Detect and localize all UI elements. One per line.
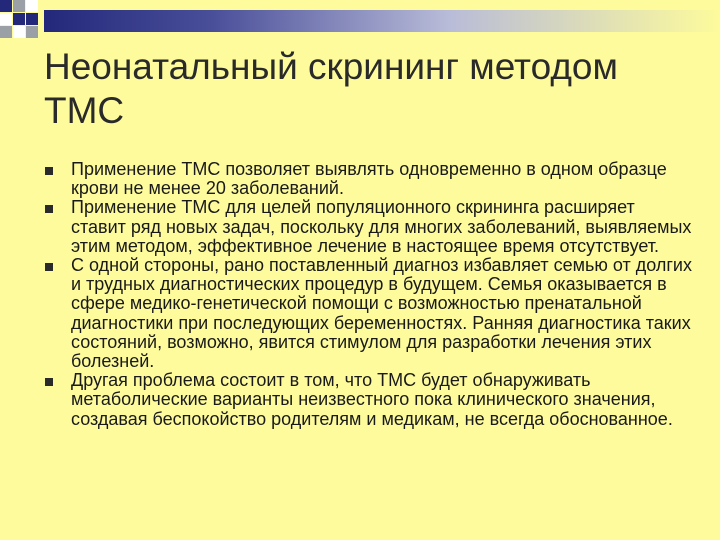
bullet-item (44, 256, 694, 371)
bullet-item (44, 371, 694, 429)
deco-square (13, 0, 25, 12)
deco-square (26, 13, 38, 25)
square-bullet-icon (45, 205, 53, 213)
bullet-text: Применение ТМС позволяет выявлять одновременно в одном образце крови не менее 20 заболеваний. (71, 159, 667, 199)
square-bullet-icon (45, 263, 53, 271)
deco-square (0, 0, 12, 12)
deco-square (0, 13, 12, 25)
deco-square (26, 0, 38, 12)
deco-square (0, 26, 12, 38)
square-bullet-icon (45, 378, 53, 386)
header-gradient-bar (44, 10, 720, 32)
deco-square (26, 26, 38, 38)
deco-square (13, 13, 25, 25)
bullet-text: Другая проблема состоит в том, что ТМС будет обнаруживать метаболические варианты неизвестного пока клинического значения, создавая беспокойство родителям и медикам, не всегда обоснованное. (71, 370, 673, 429)
bullet-item (44, 198, 694, 256)
square-bullet-icon (45, 167, 53, 175)
bullet-list (44, 160, 694, 429)
bullet-item (44, 160, 694, 198)
slide-title: Неонатальный скрининг методом ТМС (44, 46, 618, 131)
bullet-text: С одной стороны, рано поставленный диагноз избавляет семью от долгих и трудных диагностических процедур в будущем. Семья оказывается в сфере медико-генетической помощи с возможностью пренатальной диагностики при последующих беременностях. Ранняя диагностика таких состояний, возможно, явится стимулом для разработки лечения этих болезней. (71, 255, 692, 372)
bullet-text: Применение ТМС для целей популяционного скрининга расширяет ставит ряд новых задач, поскольку для многих заболеваний, выявляемых этим методом, эффективное лечение в настоящее время отсутствует. (71, 197, 692, 256)
header-decoration (0, 0, 720, 50)
deco-square (13, 26, 25, 38)
